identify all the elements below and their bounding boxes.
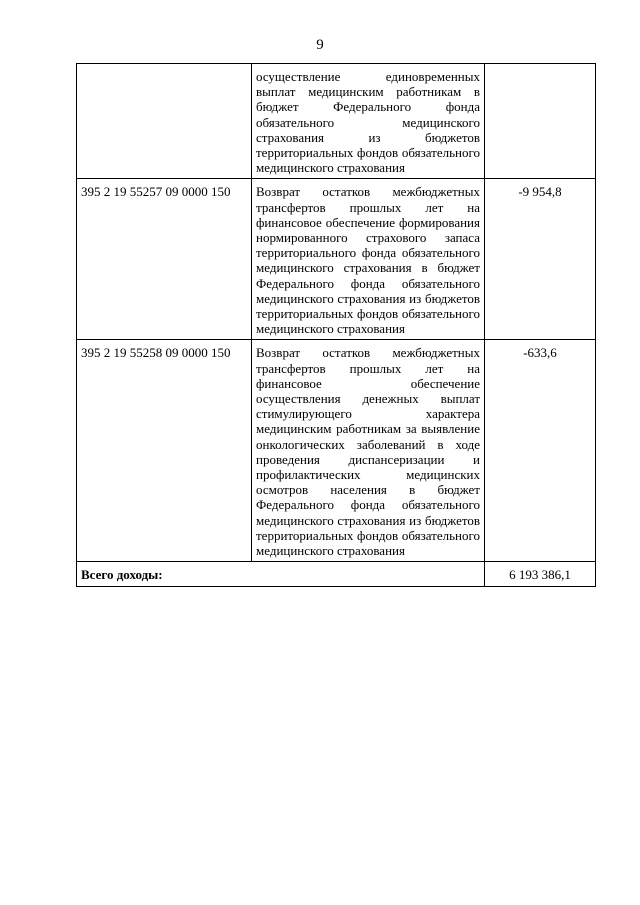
table-row <box>77 64 596 179</box>
total-amount: 6 193 386,1 <box>485 562 596 586</box>
revenue-name-cell: Возврат остатков межбюджетных трансфертов прошлых лет на финансовое обеспечение осуществления денежных выплат стимулирующего характера медицинским работникам за выявление онкологических заболеваний в ходе проведения диспансеризации и профилактических медицинских осмотров населения в бюджет Федерального фонда обязательного медицинского страхования из бюджетов территориальных фондов обязательного медицинского страхования <box>252 340 485 562</box>
revenue-name-cell: Возврат остатков межбюджетных трансфертов прошлых лет на финансовое обеспечение формирования нормированного страхового запаса территориального фонда обязательного медицинского страхования в бюджет Федерального фонда обязательного медицинского страхования из бюджетов территориальных фондов обязательного медицинского страхования <box>252 179 485 340</box>
table-row <box>77 340 596 562</box>
amount-cell: -9 954,8 <box>485 179 596 340</box>
budget-code-cell <box>77 64 252 179</box>
page-number: 9 <box>316 37 324 53</box>
revenue-table <box>76 63 596 587</box>
amount-cell: -633,6 <box>485 340 596 562</box>
amount-cell <box>485 64 596 179</box>
budget-code-cell: 395 2 19 55257 09 0000 150 <box>77 179 252 340</box>
table-row <box>77 179 596 340</box>
budget-code-cell: 395 2 19 55258 09 0000 150 <box>77 340 252 562</box>
total-row <box>77 562 596 586</box>
total-label: Всего доходы: <box>77 562 485 586</box>
revenue-name-cell: осуществление единовременных выплат медицинским работникам в бюджет Федерального фонда обязательного медицинского страхования из бюджетов территориальных фондов обязательного медицинского страхования <box>252 64 485 179</box>
